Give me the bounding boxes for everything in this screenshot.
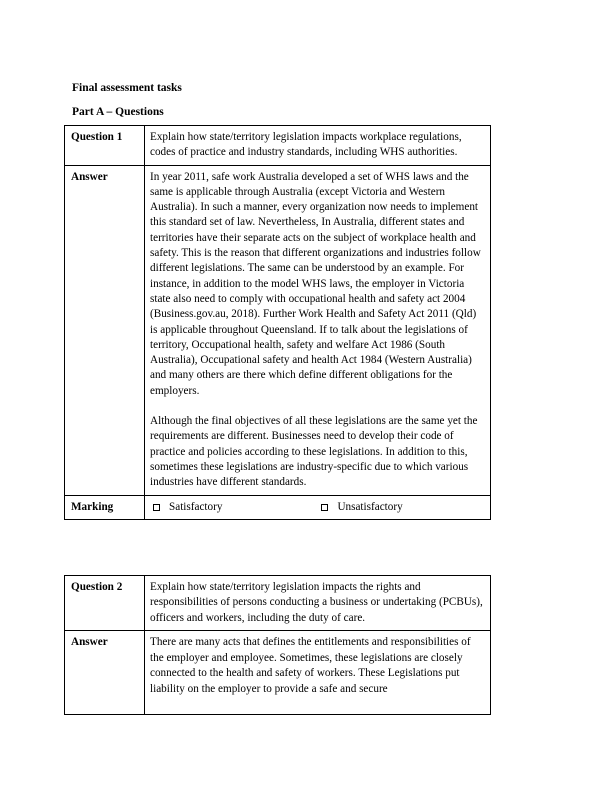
unsatisfactory-option[interactable]	[318, 500, 402, 515]
page-title: Final assessment tasks	[72, 82, 182, 94]
marking-options	[145, 495, 491, 519]
question-row	[65, 126, 491, 166]
question-1-label: Question 1	[65, 126, 145, 166]
unsatisfactory-label: Unsatisfactory	[337, 500, 403, 513]
answer-row	[65, 165, 491, 495]
marking-label: Marking	[65, 495, 145, 519]
answer-1-paragraph-2: Although the final objectives of all these legislations are the same yet the requirements are different. Businesses need to develop their code of practice and policies according to these legislations. In addition to this, sometimes these legislations are industry-specific due to which various industries have different standards.	[150, 415, 478, 489]
unsatisfactory-checkbox[interactable]	[321, 504, 328, 511]
section-title: Part A – Questions	[72, 106, 164, 118]
answer-2-paragraph-1: There are many acts that defines the entitlements and responsibilities of the employer and employee. Sometimes, these legislations are closely connected to the health and safety of workers. These Legislations put liability on the employer to provide a safe and secure	[150, 635, 471, 696]
satisfactory-label: Satisfactory	[169, 500, 223, 513]
answer-2-cell	[145, 630, 491, 714]
satisfactory-option[interactable]	[150, 500, 222, 515]
question-1-text: Explain how state/territory legislation impacts workplace regulations, codes of practice and industry standards, including WHS authorities.	[145, 126, 491, 166]
answer-2-label: Answer	[65, 630, 145, 714]
question-2-table	[64, 575, 491, 715]
question-1-table	[64, 125, 491, 520]
satisfactory-checkbox[interactable]	[153, 504, 160, 511]
marking-row	[65, 495, 491, 519]
question-row	[65, 576, 491, 631]
answer-row	[65, 630, 491, 714]
answer-1-paragraph-1: In year 2011, safe work Australia developed a set of WHS laws and the same is applicable through Australia (except Victoria and Western Australia). In such a manner, every organization now needs to implement this standard set of law. Nevertheless, In Australia, different states and territories have their separate acts on the subject of workplace health and safety. This is the reason that different organizations and industries follow different legislations. The same can be understood by an example. For instance, in addition to the model WHS laws, the employer in Victoria state also need to comply with occupational health and safety act 2004 (Business.gov.au, 2018). Further Work Health and Safety Act 2011 (Qld) is applicable throughout Queensland. If to talk about the legislations of territory, Occupational health, safety and welfare Act 1986 (South Australia), Occupational safety and health Act 1984 (Western Australia) and many others are there which define different obligations for the employers.	[150, 170, 481, 397]
question-2-text: Explain how state/territory legislation impacts the rights and responsibilities of persons conducting a business or undertaking (PCBUs), officers and workers, including the duty of care.	[145, 576, 491, 631]
answer-1-label: Answer	[65, 165, 145, 495]
question-2-label: Question 2	[65, 576, 145, 631]
answer-1-cell	[145, 165, 491, 495]
